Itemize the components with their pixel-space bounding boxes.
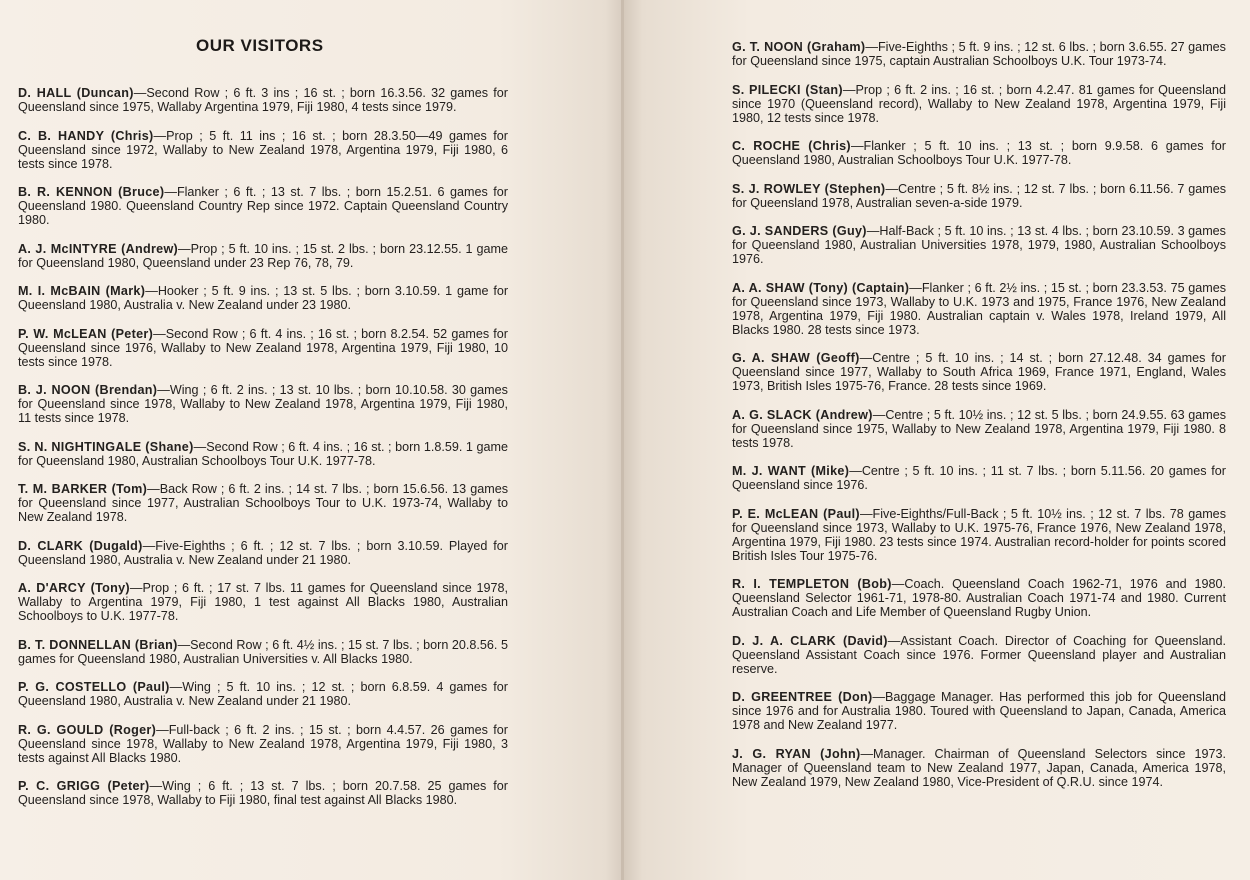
profile-name: R. G. GOULD (Roger) — [18, 722, 157, 737]
profile-details: —Prop ; 6 ft. 2 ins. ; 16 st. ; born 4.2.47. 81 games for Queensland since 1970 (Queensland record), Wallaby to New Zealand 1978, Argentina 1979, Fiji 1980, 12 tests since 1978. — [732, 82, 1226, 125]
profile-name: A. D'ARCY (Tony) — [18, 581, 130, 595]
profile-entry — [732, 507, 1226, 563]
profile-entry — [732, 224, 1226, 266]
profile-details: —Centre ; 5 ft. 8½ ins. ; 12 st. 7 lbs. ; born 6.11.56. 7 games for Queensland 1978, Australian seven-a-side 1979. — [732, 181, 1227, 210]
profile-entry — [18, 539, 508, 567]
profile-entry — [18, 86, 508, 114]
profile-name: D. GREENTREE (Don) — [732, 690, 873, 704]
profile-details: —Wing ; 5 ft. 10 ins. ; 12 st. ; born 6.8.59. 4 games for Queensland 1980, Australia v. New Zealand under 21 1980. — [18, 680, 508, 708]
profile-entry — [18, 327, 508, 369]
profile-entry — [732, 408, 1226, 450]
profile-entry — [18, 129, 508, 171]
profile-entry — [732, 139, 1226, 167]
profile-name: B. J. NOON (Brendan) — [18, 383, 158, 397]
profile-entry — [18, 383, 508, 425]
profile-name: D. CLARK (Dugald) — [18, 538, 143, 553]
profile-details: —Five-Eighths ; 6 ft. ; 12 st. 7 lbs. ; born 3.10.59. Played for Queensland 1980, Australia v. New Zealand under 21 1980. — [18, 538, 509, 567]
profile-name: T. M. BARKER (Tom) — [18, 482, 148, 496]
profile-details: —Prop ; 5 ft. 11 ins ; 16 st. ; born 28.3.50—49 games for Queensland since 1972, Wallaby to New Zealand 1978, Argentina 1979, Fiji 1980, 6 tests since 1978. — [18, 128, 508, 171]
profile-details: —Second Row ; 6 ft. 4 ins. ; 16 st. ; born 8.2.54. 52 games for Queensland since 1976, Wallaby to New Zealand 1978, Argentina 1979, Fiji 1980, 10 tests since 1978. — [18, 326, 508, 369]
profile-entry — [18, 638, 508, 666]
profile-entry — [732, 351, 1226, 393]
profile-details: —Second Row ; 6 ft. 4½ ins. ; 15 st. 7 lbs. ; born 20.8.56. 5 games for Queensland 1980, Australian Universities v. All Blacks 1980. — [18, 637, 508, 666]
profile-name: J. G. RYAN (John) — [732, 746, 861, 761]
profile-name: A. J. McINTYRE (Andrew) — [18, 241, 179, 256]
profile-details: —Back Row ; 6 ft. 2 ins. ; 14 st. 7 lbs. ; born 15.6.56. 13 games for Queensland since 1977, Australian Schoolboys Tour to U.K. 1973-74, Wallaby to New Zealand 1978. — [18, 482, 508, 524]
profile-entry — [18, 185, 508, 227]
profile-entry — [18, 581, 508, 623]
profile-details: —Flanker ; 5 ft. 10 ins. ; 13 st. ; born 9.9.58. 6 games for Queensland 1980, Australian Schoolboys Tour U.K. 1977-78. — [732, 139, 1226, 167]
profile-entry — [732, 182, 1226, 210]
profile-name: D. J. A. CLARK (David) — [732, 633, 888, 648]
profile-details: —Wing ; 6 ft. 2 ins. ; 13 st. 10 lbs. ; born 10.10.58. 30 games for Queensland since 1978, Wallaby to New Zealand 1978, Argentina 1979, Fiji 1980, 11 tests since 1978. — [18, 383, 508, 425]
profile-name: G. J. SANDERS (Guy) — [732, 224, 867, 238]
profile-details: —Full-back ; 6 ft. 2 ins. ; 15 st. ; born 4.4.57. 26 games for Queensland since 1978, Wallaby to New Zealand 1978, Argentina 1979, Fiji 1980, 3 tests against All Blacks 1980. — [18, 722, 508, 765]
profile-details: —Five-Eighths ; 5 ft. 9 ins. ; 12 st. 6 lbs. ; born 3.6.55. 27 games for Queensland since 1975, captain Australian Schoolboys U.K. Tour 1973-74. — [732, 40, 1226, 68]
left-page — [0, 0, 624, 880]
profile-name: M. J. WANT (Mike) — [732, 464, 850, 478]
profile-name: P. E. McLEAN (Paul) — [732, 506, 860, 521]
profile-details: —Manager. Chairman of Queensland Selectors since 1973. Manager of Queensland team to New Zealand 1977, Japan, Canada, America 1978, New Zealand 1979, New Zealand 1980, Vice-President of Q.R.U. since 1974. — [732, 746, 1226, 789]
profile-entry — [18, 779, 508, 807]
profile-entry — [732, 40, 1226, 68]
profile-name: P. G. COSTELLO (Paul) — [18, 680, 170, 694]
profile-details: —Coach. Queensland Coach 1962-71, 1976 and 1980. Queensland Selector 1961-71, 1978-80. Australian Coach 1971-74 and 1980. Current Australian Coach and Life Member of Queensland Rugby Union. — [732, 577, 1226, 619]
profile-entry — [18, 723, 508, 765]
profile-entry — [732, 747, 1226, 789]
profile-name: B. T. DONNELLAN (Brian) — [18, 637, 178, 652]
profile-entry — [18, 680, 508, 708]
right-page — [624, 0, 1250, 880]
profile-name: A. G. SLACK (Andrew) — [732, 407, 873, 422]
profile-details: —Flanker ; 6 ft. ; 13 st. 7 lbs. ; born 15.2.51. 6 games for Queensland 1980. Queensland Country Rep since 1972. Captain Queensland Country 1980. — [18, 185, 509, 227]
profile-name: C. B. HANDY (Chris) — [18, 128, 154, 143]
page-heading: OUR VISITORS — [196, 36, 324, 55]
profile-name: S. J. ROWLEY (Stephen) — [732, 181, 886, 196]
profile-details: —Hooker ; 5 ft. 9 ins. ; 13 st. 5 lbs. ; born 3.10.59. 1 game for Queensland 1980, Australia v. New Zealand under 23 1980. — [18, 284, 509, 312]
profile-details: —Centre ; 5 ft. 10½ ins. ; 12 st. 5 lbs. ; born 24.9.55. 63 games for Queensland since 1975, Wallaby to New Zealand 1978, Argentina 1979, Fiji 1980. 8 tests 1978. — [732, 407, 1227, 450]
profile-name: B. R. KENNON (Bruce) — [18, 185, 165, 199]
player-list-left — [18, 86, 508, 807]
profile-details: —Prop ; 6 ft. ; 17 st. 7 lbs. 11 games for Queensland since 1978, Wallaby to Argentina 1979, Fiji 1980, 1 test against All Blacks 1980, Australian Schoolboys to U.K. 1977-78. — [18, 581, 508, 623]
profile-details: —Five-Eighths/Full-Back ; 5 ft. 10½ ins. ; 12 st. 7 lbs. 78 games for Queensland since 1973, Wallaby to U.K. 1975-76, France 1976, New Zealand 1978, Argentina 1979, Fiji 1980. 23 tests since 1974. Australian record-holder for points scored British Isles Tour 1975-76. — [732, 506, 1226, 563]
profile-entry — [18, 482, 508, 524]
profile-name: M. I. McBAIN (Mark) — [18, 284, 146, 298]
profile-name: C. ROCHE (Chris) — [732, 139, 851, 153]
profile-entry — [732, 464, 1226, 492]
profile-entry — [732, 83, 1226, 125]
profile-entry — [732, 690, 1226, 732]
profile-name: G. A. SHAW (Geoff) — [732, 351, 860, 365]
profile-name: S. N. NIGHTINGALE (Shane) — [18, 439, 194, 454]
profile-name: G. T. NOON (Graham) — [732, 40, 866, 54]
profile-entry — [18, 242, 508, 270]
profile-entry — [18, 284, 508, 312]
profile-details: —Flanker ; 6 ft. 2½ ins. ; 15 st. ; born 23.3.53. 75 games for Queensland since 1973, Wallaby to U.K. 1973 and 1975, France 1976, New Zealand 1978, Argentina 1979, Fiji 1980. Australian captain v. Wales 1978, Ireland 1979, All Blacks 1980. 28 tests since 1973. — [732, 280, 1227, 337]
profile-name: R. I. TEMPLETON (Bob) — [732, 577, 892, 591]
profile-details: —Prop ; 5 ft. 10 ins. ; 15 st. 2 lbs. ; born 23.12.55. 1 game for Queensland 1980, Queensland under 23 Rep 76, 78, 79. — [18, 241, 508, 270]
profile-name: D. HALL (Duncan) — [18, 86, 134, 100]
profile-details: —Baggage Manager. Has performed this job for Queensland since 1976 and for Australia 1980. Toured with Queensland to Japan, Canada, America 1978 and New Zealand 1977. — [732, 690, 1226, 732]
profile-name: P. C. GRIGG (Peter) — [18, 779, 150, 793]
profile-name: P. W. McLEAN (Peter) — [18, 326, 154, 341]
profile-details: —Half-Back ; 5 ft. 10 ins. ; 13 st. 4 lbs. ; born 23.10.59. 3 games for Queensland 1980, Australian Universities 1978, 1979, 1980, Australian Schoolboys 1976. — [732, 224, 1226, 266]
profile-details: —Wing ; 6 ft. ; 13 st. 7 lbs. ; born 20.7.58. 25 games for Queensland since 1978, Wallaby to Fiji 1980, final test against All Blacks 1980. — [18, 779, 508, 807]
profile-details: —Second Row ; 6 ft. 4 ins. ; 16 st. ; born 1.8.59. 1 game for Queensland 1980, Australian Schoolboys Tour U.K. 1977-78. — [18, 439, 508, 468]
profile-details: —Assistant Coach. Director of Coaching for Queensland. Queensland Assistant Coach since 1976. Former Queensland player and Australian reserve. — [732, 633, 1226, 676]
profile-details: —Centre ; 5 ft. 10 ins. ; 14 st. ; born 27.12.48. 34 games for Queensland since 1977, Wallaby to South Africa 1969, France 1971, England, Wales 1973, British Isles 1975-76, France. 28 tests since 1969. — [732, 351, 1226, 393]
profile-details: —Second Row ; 6 ft. 3 ins ; 16 st. ; born 16.3.56. 32 games for Queensland since 1975, Wallaby Argentina 1979, Fiji 1980, 4 tests since 1979. — [18, 86, 508, 114]
profile-name: S. PILECKI (Stan) — [732, 82, 843, 97]
player-list-right — [732, 40, 1226, 789]
profile-entry — [732, 577, 1226, 619]
profile-entry — [732, 281, 1226, 337]
profile-entry — [732, 634, 1226, 676]
profile-entry — [18, 440, 508, 468]
profile-name: A. A. SHAW (Tony) (Captain) — [732, 280, 910, 295]
profile-details: —Centre ; 5 ft. 10 ins. ; 11 st. 7 lbs. ; born 5.11.56. 20 games for Queensland since 1976. — [732, 464, 1226, 492]
